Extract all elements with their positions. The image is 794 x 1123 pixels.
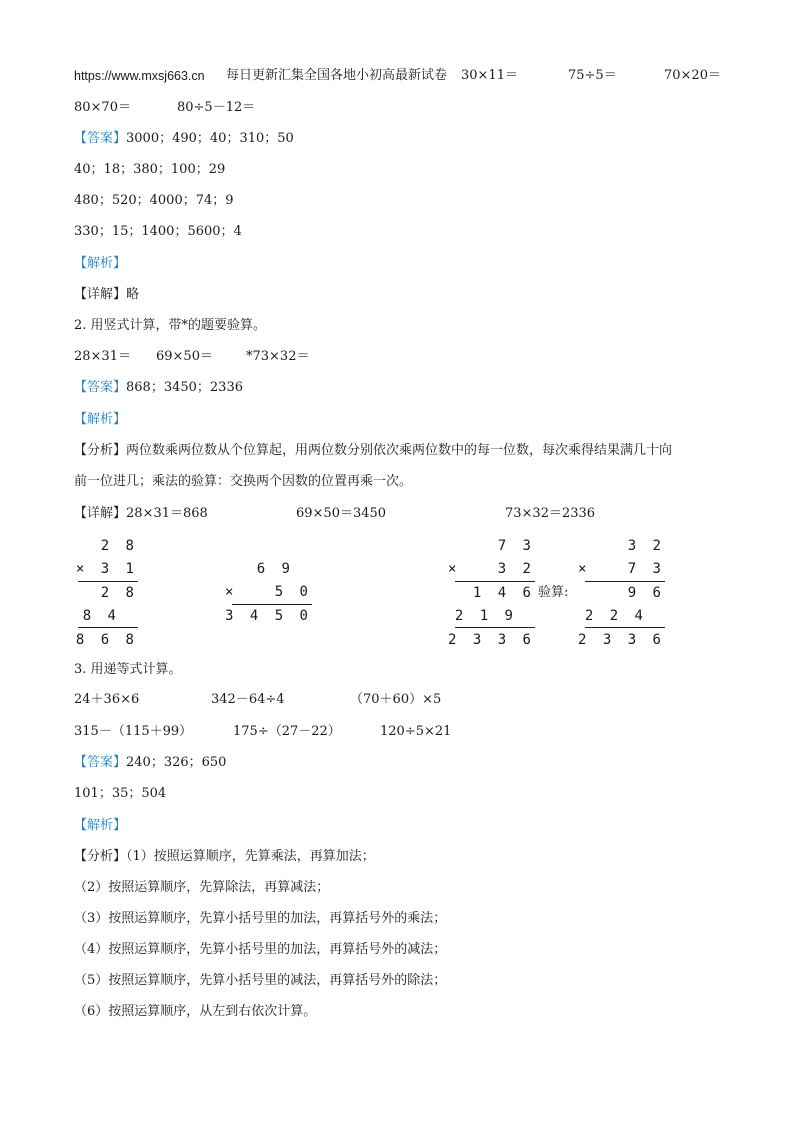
fenxi-tag: 【分析】 [74,443,127,458]
vcalc-row: 1 4 6 [472,585,535,601]
vcalc-rule [585,627,665,628]
q3-problem-2: 342－64÷4 [211,692,285,707]
answer-text: 40；18；380；100；29 [74,162,226,177]
vcalc-rule [455,627,535,628]
q3-problem-4: 315－（115＋99） [74,724,193,739]
header-slogan: 每日更新汇集全国各地小初高最新试卷 [226,68,448,83]
answer-tag: 【答案】 [74,755,127,770]
vcalc-row: 8 4 [82,608,120,624]
q2-problem-2: 69×50＝ [156,349,213,364]
vcalc-rule [232,604,312,605]
q3-problem-6: 120÷5×21 [380,724,452,739]
q2-problem-3: *73×32＝ [246,349,310,364]
vertical-calc-73x32 [447,537,535,652]
vcalc-row: 2 2 4 [584,608,647,624]
detail-tag: 【详解】 [74,287,127,302]
answer-text: 240；326；650 [126,755,227,770]
fenxi-text: （3）按照运算顺序，先算小括号里的加法，再算括号外的乘法； [74,911,447,926]
fenxi-text: （5）按照运算顺序，先算小括号里的减法，再算括号外的除法； [74,973,447,988]
vcalc-row: 6 9 [256,561,294,577]
detail-tag: 【详解】 [74,506,127,521]
analysis-tag: 【解析】 [74,412,127,427]
q1-problem-70x20: 70×20＝ [664,68,721,83]
detail-eq-3: 73×32＝2336 [505,506,596,521]
detail-eq-1: 28×31＝868 [126,506,208,521]
vcalc-row: 9 6 [627,585,665,601]
vcalc-row: 3 2 [627,538,665,554]
question-2-title: 2. 用竖式计算，带*的题要验算。 [74,318,267,333]
q1-problem-80div5: 80÷5－12＝ [177,100,256,115]
vcalc-row: 2 1 9 [454,608,517,624]
vcalc-row: × 5 0 [224,584,312,600]
answer-tag: 【答案】 [74,131,127,146]
analysis-tag: 【解析】 [74,256,127,271]
vcalc-row: 2 8 [100,538,138,554]
vcalc-row: 3 4 5 0 [224,608,312,624]
answer-text: 101；35；504 [74,786,167,801]
vcalc-row: × 7 3 [577,561,665,577]
vcalc-row: 8 6 8 [75,632,138,648]
fenxi-text: （1）按照运算顺序，先算乘法，再算加法； [126,849,375,864]
q3-problem-3: （70＋60）×5 [350,692,442,707]
q3-problem-1: 24＋36×6 [74,692,140,707]
header-url[interactable]: https://www.mxsj663.cn [74,69,205,83]
fenxi-tag: 【分析】 [74,849,127,864]
detail-text: 略 [126,287,140,302]
answer-text: 3000；490；40；310；50 [126,131,294,146]
detail-eq-2: 69×50＝3450 [296,506,387,521]
answer-text: 480；520；4000；74；9 [74,193,234,208]
vcalc-row: × 3 2 [447,561,535,577]
verify-label: 验算: [538,585,569,600]
vcalc-row: 2 3 3 6 [577,632,665,648]
answer-text: 330；15；1400；5600；4 [74,224,242,239]
q2-problem-1: 28×31＝ [74,349,131,364]
vcalc-rule [78,581,138,582]
fenxi-text: （2）按照运算顺序，先算除法，再算减法； [74,880,330,895]
q1-problem-80x70: 80×70＝ [74,100,131,115]
vcalc-row: 2 8 [100,585,138,601]
vcalc-rule [455,581,535,582]
question-3-title: 3. 用递等式计算。 [74,662,182,677]
q3-problem-5: 175÷（27－22） [233,724,341,739]
q1-problem-75div5: 75÷5＝ [568,68,617,83]
answer-text: 868；3450；2336 [126,380,243,395]
vertical-calc-32x73 [577,537,665,652]
fenxi-text: （6）按照运算顺序，从左到右依次计算。 [74,1004,317,1019]
vcalc-row: 2 3 3 6 [447,632,535,648]
vcalc-rule [78,627,138,628]
vcalc-row: 7 3 [497,538,535,554]
vcalc-rule [585,581,665,582]
q1-problem-30x11: 30×11＝ [461,68,518,83]
vcalc-row: × 3 1 [75,561,138,577]
answer-tag: 【答案】 [74,380,127,395]
fenxi-text: 前一位进几；乘法的验算：交换两个因数的位置再乘一次。 [74,474,413,489]
vertical-calc-69x50 [224,560,312,630]
analysis-tag: 【解析】 [74,818,127,833]
vertical-calc-28x31 [75,537,138,652]
fenxi-text: 两位数乘两位数从个位算起，用两位数分别依次乘两位数中的每一位数，每次乘得结果满几十向 [126,443,673,458]
fenxi-text: （4）按照运算顺序，先算小括号里的加法，再算括号外的减法； [74,942,447,957]
